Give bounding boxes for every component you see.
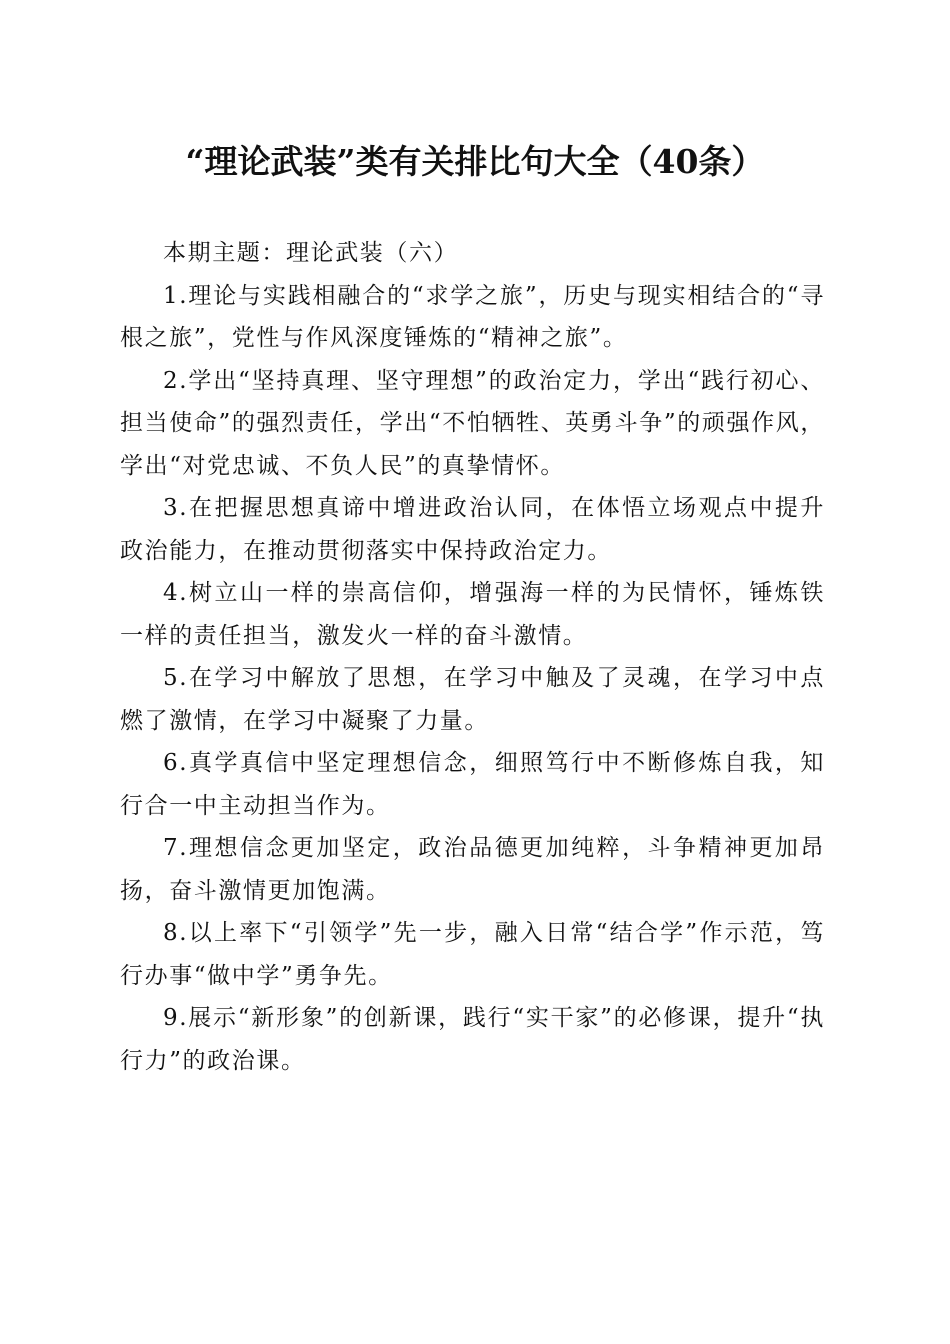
paragraph-1: 1.理论与实践相融合的“求学之旅”，历史与现实相结合的“寻根之旅”，党性与作风深度锤炼的“精神之旅”。 [120, 282, 825, 351]
subtitle-paragraph: 本期主题：理论武装（六） [163, 240, 459, 266]
document-body [120, 232, 825, 1082]
paragraph-3: 3.在把握思想真谛中增进政治认同，在体悟立场观点中提升政治能力，在推动贯彻落实中保持政治定力。 [120, 495, 825, 564]
paragraph-7: 7.理想信念更加坚定，政治品德更加纯粹，斗争精神更加昂扬，奋斗激情更加饱满。 [120, 835, 825, 904]
document-title: “理论武装”类有关排比句大全（40条） [185, 142, 765, 181]
paragraph-8: 8.以上率下“引领学”先一步，融入日常“结合学”作示范，笃行办事“做中学”勇争先。 [120, 920, 825, 989]
paragraph-5: 5.在学习中解放了思想，在学习中触及了灵魂，在学习中点燃了激情，在学习中凝聚了力量。 [120, 665, 825, 734]
paragraph-4: 4.树立山一样的崇高信仰，增强海一样的为民情怀，锤炼铁一样的责任担当，激发火一样的奋斗激情。 [120, 580, 825, 649]
paragraph-9: 9.展示“新形象”的创新课，践行“实干家”的必修课，提升“执行力”的政治课。 [120, 1005, 825, 1074]
paragraph-6: 6.真学真信中坚定理想信念，细照笃行中不断修炼自我，知行合一中主动担当作为。 [120, 750, 825, 819]
paragraph-2: 2.学出“坚持真理、坚守理想”的政治定力，学出“践行初心、担当使命”的强烈责任，学出“不怕牺牲、英勇斗争”的顽强作风，学出“对党忠诚、不负人民”的真挚情怀。 [120, 367, 825, 479]
